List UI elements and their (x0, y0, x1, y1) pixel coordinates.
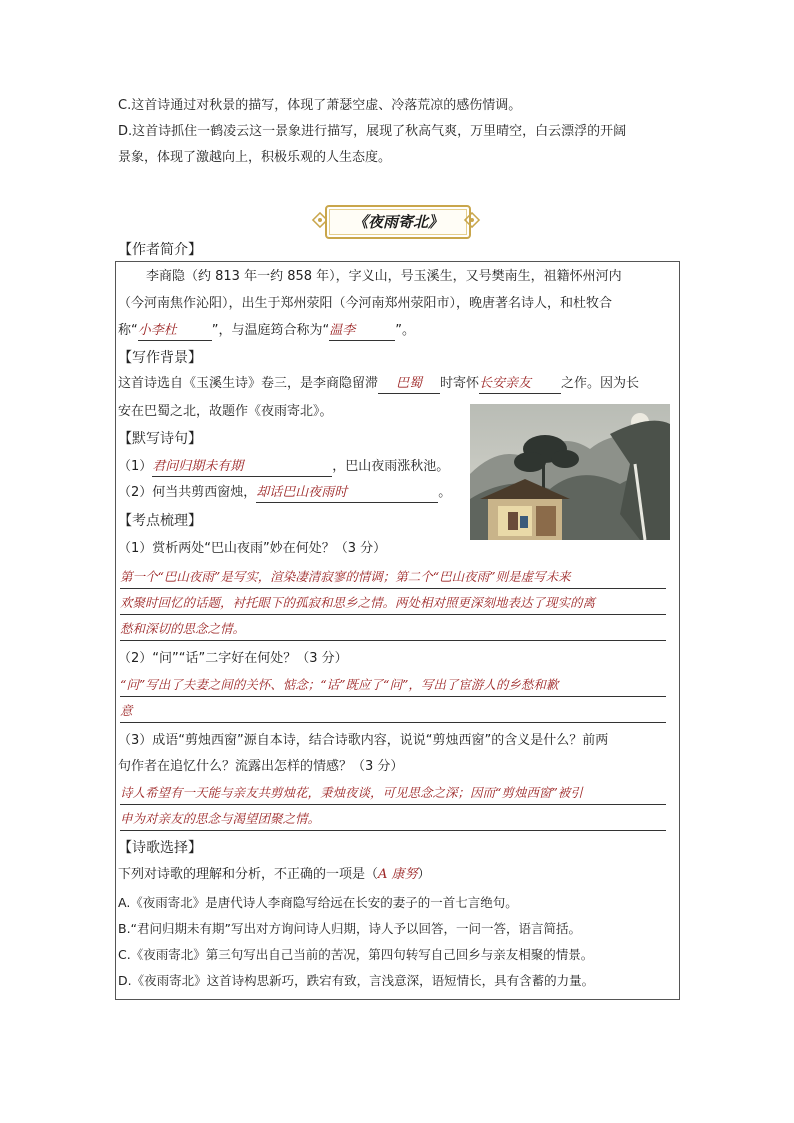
dictation-heading: 【默写诗句】 (118, 431, 202, 447)
choice-stem-end: ） (417, 867, 431, 882)
night-rain-painting (470, 404, 670, 540)
answer-bashu: 巴蜀 (378, 375, 440, 394)
analysis-q2-answer-line: 意 (120, 700, 666, 723)
dictation-q1 (118, 456, 449, 478)
choice-answer: A 康努 (378, 867, 418, 882)
author-heading: 【作者简介】 (118, 242, 202, 258)
answer-dictation-2: 却话巴山夜雨时 (256, 484, 438, 503)
answer-wenli: 温李 (329, 322, 395, 341)
background-line1-a: 这首诗选自《玉溪生诗》卷三，是李商隐留滞 (118, 376, 379, 391)
option-d-line1: D.这首诗抓住一鹤凌云这一景象进行描写，展现了秋高气爽，万里晴空，白云漂浮的开阔 (118, 124, 627, 139)
choice-option-d: D.《夜雨寄北》这首诗构思新巧，跌宕有致，言浅意深，语短情长，具有含蓄的力量。 (118, 973, 595, 988)
dictation-q2 (118, 482, 451, 504)
choice-heading: 【诗歌选择】 (118, 840, 202, 856)
choice-stem-text: 下列对诗歌的理解和分析，不正确的一项是（ (118, 867, 379, 882)
choice-option-b: B.“君问归期未有期”写出对方询问诗人归期，诗人予以回答，一问一答，语言简括。 (118, 921, 582, 936)
author-line3-a: 称“ (118, 323, 138, 338)
analysis-q3-answer-line: 申为对亲友的思念与渴望团聚之情。 (120, 808, 666, 831)
background-line1-b: 时寄怀 (440, 376, 480, 391)
dictation-q2-text: （2）何当共剪西窗烛， (118, 485, 257, 500)
author-line2: （今河南焦作沁阳），出生于郑州荥阳（今河南郑州荥阳市），晚唐著名诗人，和杜牧合 (118, 296, 613, 311)
author-line3 (118, 320, 415, 342)
analysis-q3-answer-line: 诗人希望有一天能与亲友共剪烛花，秉烛夜谈，可见思念之深；因而“剪烛西窗”被引 (120, 782, 666, 805)
background-heading: 【写作背景】 (118, 350, 202, 366)
author-line3-c: ”。 (395, 323, 415, 338)
answer-changan: 长安亲友 (479, 375, 561, 394)
background-line1-c: 之作。因为长 (561, 376, 640, 391)
analysis-q1: （1）赏析两处“巴山夜雨”妙在何处？（3 分） (118, 541, 387, 556)
analysis-q1-answer-line: 第一个“巴山夜雨”是写实，渲染凄清寂寥的情调；第二个“巴山夜雨”则是虚写未来 (120, 566, 666, 589)
choice-stem (118, 864, 431, 886)
analysis-q2-answer-line: “问”写出了夫妻之间的关怀、惦念；“话”既应了“问”，写出了宦游人的乡愁和歉 (120, 674, 666, 697)
choice-option-a: A.《夜雨寄北》是唐代诗人李商隐写给远在长安的妻子的一首七言绝句。 (118, 895, 518, 910)
analysis-heading: 【考点梳理】 (118, 513, 202, 529)
analysis-q2: （2）“问”“话”二字好在何处？（3 分） (118, 651, 348, 666)
answer-dictation-1: 君问归期未有期 (152, 458, 332, 477)
option-d-line2: 景象，体现了激越向上，积极乐观的人生态度。 (118, 150, 392, 165)
title-ornament-right-icon (463, 211, 481, 229)
answer-xiaolidu: 小李杜 (138, 322, 212, 341)
poem-title-banner (311, 203, 481, 237)
dictation-q1-num: （1） (118, 459, 153, 474)
analysis-q3-line2: 句作者在追忆什么？流露出怎样的情感？（3 分） (118, 759, 404, 774)
poem-title: 《夜雨寄北》 (352, 213, 443, 231)
choice-option-c: C.《夜雨寄北》第三句写出自己当前的苦况，第四句转写自己回乡与亲友相聚的情景。 (118, 947, 594, 962)
dictation-q2-end: 。 (438, 485, 452, 500)
analysis-q3-line1: （3）成语“剪烛西窗”源自本诗，结合诗歌内容，说说“剪烛西窗”的含义是什么？前两 (118, 733, 609, 748)
dictation-q1-rest: ，巴山夜雨涨秋池。 (332, 459, 450, 474)
author-line3-b: ”，与温庭筠合称为“ (211, 323, 330, 338)
background-line2: 安在巴蜀之北，故题作《夜雨寄北》。 (118, 404, 333, 419)
background-line1 (118, 373, 639, 395)
analysis-q1-answer-line: 欢聚时回忆的话题，衬托眼下的孤寂和思乡之情。两处相对照更深刻地表达了现实的离 (120, 592, 666, 615)
author-line1: 李商隐（约 813 年一约 858 年），字义山，号玉溪生，又号樊南生，祖籍怀州河内 (146, 269, 622, 284)
analysis-q1-answer-line: 愁和深切的思念之情。 (120, 618, 666, 641)
option-c: C.这首诗通过对秋景的描写，体现了萧瑟空虚、冷落荒凉的感伤情调。 (118, 98, 522, 113)
